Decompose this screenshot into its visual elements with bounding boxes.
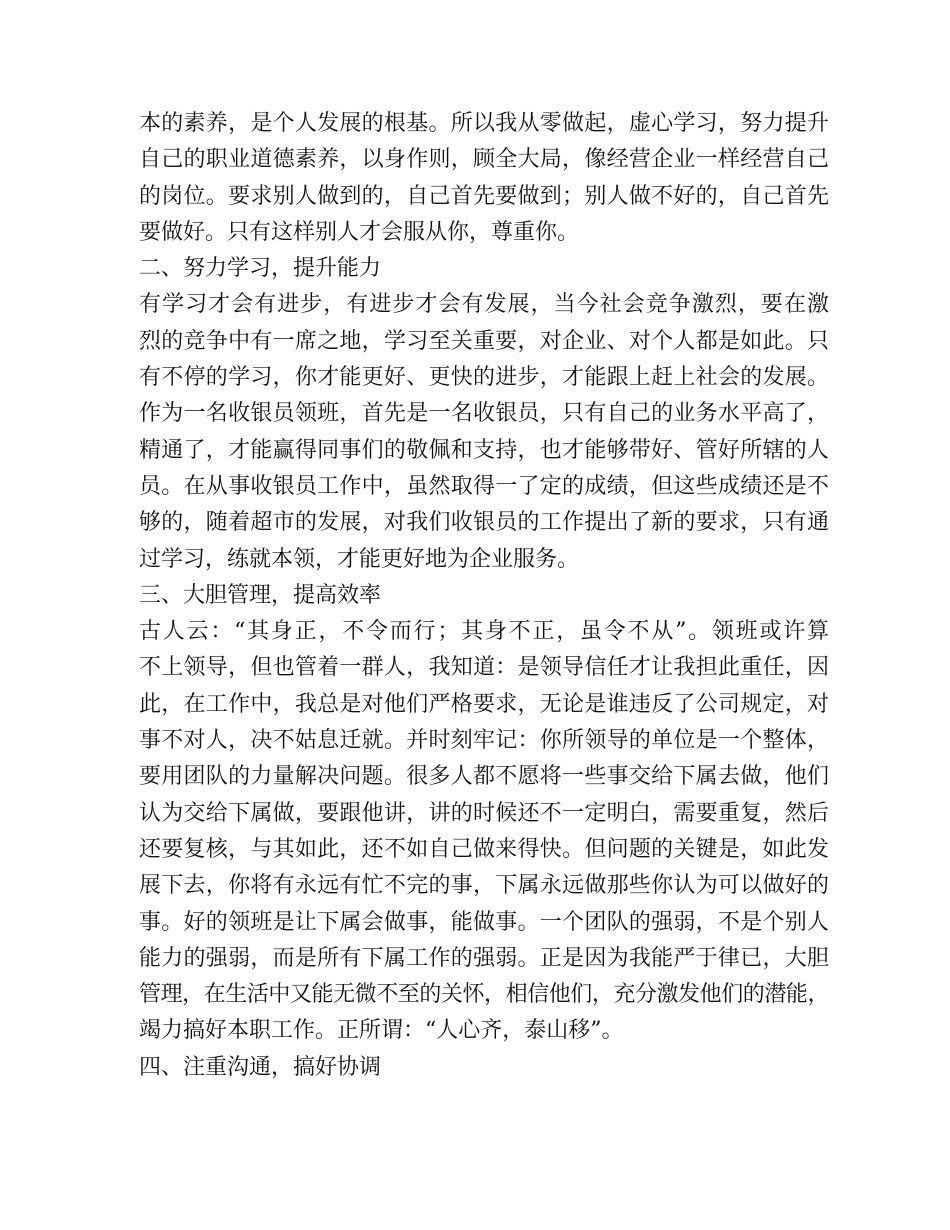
text-line: 事不对人，决不姑息迁就。并时刻牢记：你所领导的单位是一个整体， bbox=[139, 728, 829, 754]
text-line: 自己的职业道德素养，以身作则，顾全大局，像经营企业一样经营自己 bbox=[139, 147, 829, 173]
section-heading: 四、注重沟通，搞好协调 bbox=[139, 1054, 382, 1080]
text-line: 认为交给下属做，要跟他讲，讲的时候还不一定明白，需要重复，然后 bbox=[139, 800, 829, 826]
text-line: 要用团队的力量解决问题。很多人都不愿将一些事交给下属去做，他们 bbox=[139, 764, 829, 790]
text-line: 事。好的领班是让下属会做事，能做事。一个团队的强弱，不是个别人 bbox=[139, 909, 829, 935]
text-line: 员。在从事收银员工作中，虽然取得一了定的成绩，但这些成绩还是不 bbox=[139, 473, 829, 499]
text-line: 作为一名收银员领班，首先是一名收银员，只有自己的业务水平高了， bbox=[139, 401, 829, 427]
text-line: 管理，在生活中又能无微不至的关怀，相信他们，充分激发他们的潜能， bbox=[139, 982, 829, 1008]
text-line: 有不停的学习，你才能更好、更快的进步，才能跟上赶上社会的发展。 bbox=[139, 365, 829, 391]
text-line: 竭力搞好本职工作。正所谓：“人心齐，泰山移”。 bbox=[139, 1018, 624, 1044]
section-heading: 二、努力学习，提升能力 bbox=[139, 256, 382, 282]
text-line: 烈的竞争中有一席之地，学习至关重要，对企业、对个人都是如此。只 bbox=[139, 328, 829, 354]
text-line: 此，在工作中，我总是对他们严格要求，无论是谁违反了公司规定，对 bbox=[139, 691, 829, 717]
text-line: 能力的强弱，而是所有下属工作的强弱。正是因为我能严于律已，大胆 bbox=[139, 945, 829, 971]
text-line: 古人云：“其身正，不令而行；其身不正，虽令不从”。领班或许算 bbox=[139, 619, 829, 645]
text-line: 展下去，你将有永远有忙不完的事，下属永远做那些你认为可以做好的 bbox=[139, 873, 829, 899]
text-line: 要做好。只有这样别人才会服从你，尊重你。 bbox=[139, 219, 580, 245]
text-line: 精通了，才能赢得同事们的敬佩和支持，也才能够带好、管好所辖的人 bbox=[139, 437, 829, 463]
text-line: 还要复核，与其如此，还不如自己做来得快。但问题的关键是，如此发 bbox=[139, 836, 829, 862]
section-heading: 三、大胆管理，提高效率 bbox=[139, 582, 382, 608]
text-line: 本的素养，是个人发展的根基。所以我从零做起，虚心学习，努力提升 bbox=[139, 111, 829, 136]
text-line: 有学习才会有进步，有进步才会有发展，当今社会竞争激烈，要在激 bbox=[139, 292, 829, 318]
body-text bbox=[139, 106, 829, 1086]
text-line: 不上领导，但也管着一群人，我知道：是领导信任才让我担此重任，因 bbox=[139, 655, 829, 681]
text-line: 够的，随着超市的发展，对我们收银员的工作提出了新的要求，只有通 bbox=[139, 510, 829, 536]
text-line: 的岗位。要求别人做到的，自己首先要做到；别人做不好的，自己首先 bbox=[139, 183, 829, 209]
text-line: 过学习，练就本领，才能更好地为企业服务。 bbox=[139, 546, 580, 572]
